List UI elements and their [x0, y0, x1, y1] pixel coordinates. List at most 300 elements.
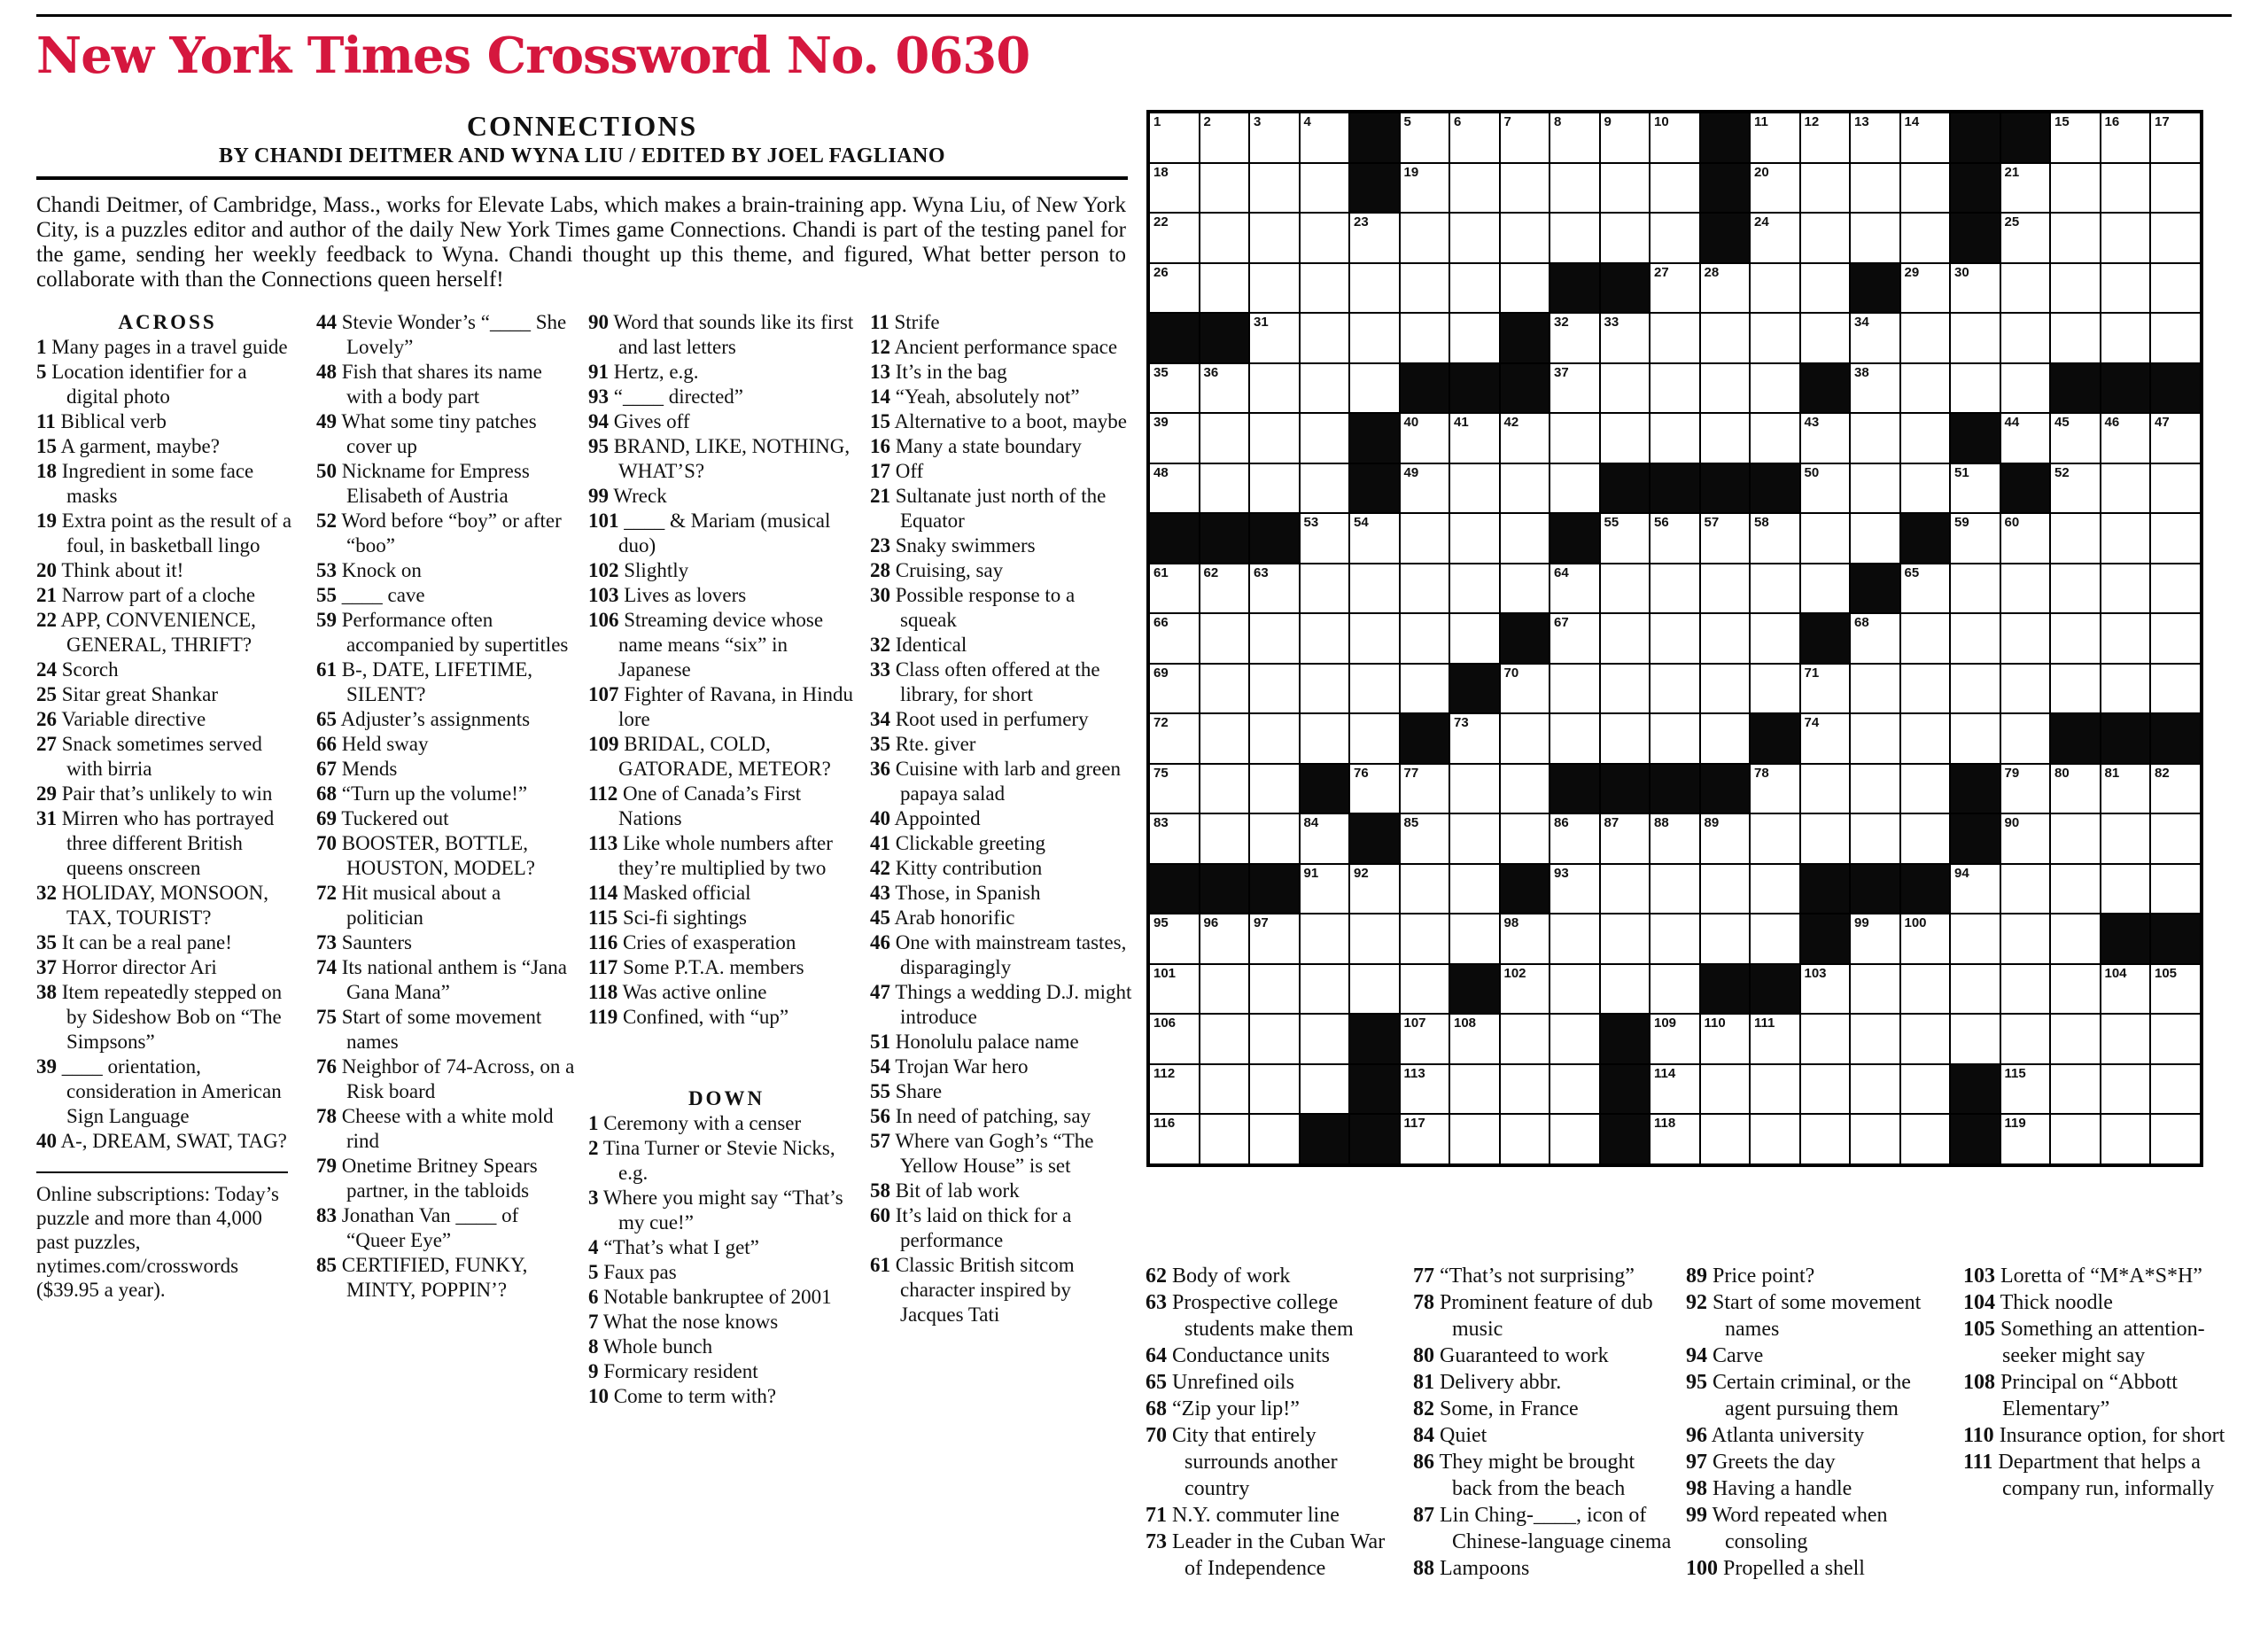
grid-cell[interactable]	[1400, 964, 1450, 1015]
grid-cell[interactable]	[1400, 263, 1450, 314]
grid-cell[interactable]	[1349, 263, 1400, 314]
grid-cell[interactable]	[1550, 964, 1600, 1015]
grid-cell[interactable]	[1600, 513, 1651, 564]
grid-cell[interactable]	[1900, 1014, 1951, 1064]
grid-cell[interactable]	[1449, 113, 1500, 163]
grid-cell[interactable]	[1200, 664, 1250, 714]
grid-cell[interactable]	[1600, 363, 1651, 414]
grid-cell[interactable]	[2050, 463, 2101, 514]
grid-cell[interactable]	[2150, 413, 2201, 463]
grid-cell[interactable]	[1500, 764, 1550, 814]
grid-cell[interactable]	[2101, 463, 2151, 514]
grid-cell[interactable]	[1400, 1064, 1450, 1115]
grid-cell[interactable]	[2050, 613, 2101, 664]
grid-cell[interactable]	[1500, 1114, 1550, 1164]
grid-cell[interactable]	[2050, 813, 2101, 864]
grid-cell[interactable]	[1800, 964, 1851, 1015]
grid-cell[interactable]	[1850, 664, 1900, 714]
grid-cell[interactable]	[1750, 313, 1800, 363]
grid-cell[interactable]	[1650, 1014, 1700, 1064]
grid-cell[interactable]	[1600, 163, 1651, 214]
grid-cell[interactable]	[2150, 1064, 2201, 1115]
grid-cell[interactable]	[1550, 864, 1600, 914]
grid-cell[interactable]	[1900, 463, 1951, 514]
grid-cell[interactable]	[1449, 713, 1500, 764]
grid-cell[interactable]	[1850, 513, 1900, 564]
grid-cell[interactable]	[1600, 313, 1651, 363]
grid-cell[interactable]	[1400, 113, 1450, 163]
grid-cell[interactable]	[1700, 363, 1751, 414]
grid-cell[interactable]	[1400, 613, 1450, 664]
grid-cell[interactable]	[1550, 213, 1600, 263]
grid-cell[interactable]	[1300, 864, 1350, 914]
grid-cell[interactable]	[1600, 813, 1651, 864]
grid-cell[interactable]	[1650, 613, 1700, 664]
grid-cell[interactable]	[1750, 764, 1800, 814]
grid-cell[interactable]	[2101, 664, 2151, 714]
grid-cell[interactable]	[1950, 313, 2000, 363]
grid-cell[interactable]	[1950, 1014, 2000, 1064]
grid-cell[interactable]	[1800, 713, 1851, 764]
grid-cell[interactable]	[1449, 864, 1500, 914]
grid-cell[interactable]	[1149, 1064, 1200, 1115]
grid-cell[interactable]	[2050, 163, 2101, 214]
grid-cell[interactable]	[1650, 213, 1700, 263]
grid-cell[interactable]	[1750, 813, 1800, 864]
grid-cell[interactable]	[1550, 413, 1600, 463]
grid-cell[interactable]	[1300, 163, 1350, 214]
grid-cell[interactable]	[1200, 113, 1250, 163]
grid-cell[interactable]	[1750, 564, 1800, 614]
grid-cell[interactable]	[1800, 163, 1851, 214]
grid-cell[interactable]	[2000, 1064, 2051, 1115]
grid-cell[interactable]	[1249, 813, 1300, 864]
grid-cell[interactable]	[1400, 813, 1450, 864]
grid-cell[interactable]	[1650, 964, 1700, 1015]
grid-cell[interactable]	[1400, 1014, 1450, 1064]
grid-cell[interactable]	[1400, 1114, 1450, 1164]
grid-cell[interactable]	[1200, 163, 1250, 214]
grid-cell[interactable]	[1900, 413, 1951, 463]
grid-cell[interactable]	[1400, 413, 1450, 463]
grid-cell[interactable]	[1300, 313, 1350, 363]
grid-cell[interactable]	[2150, 1114, 2201, 1164]
grid-cell[interactable]	[1800, 664, 1851, 714]
grid-cell[interactable]	[1200, 463, 1250, 514]
grid-cell[interactable]	[1249, 964, 1300, 1015]
grid-cell[interactable]	[1249, 1014, 1300, 1064]
grid-cell[interactable]	[2050, 564, 2101, 614]
grid-cell[interactable]	[2150, 764, 2201, 814]
grid-cell[interactable]	[2000, 713, 2051, 764]
grid-cell[interactable]	[1850, 1014, 1900, 1064]
grid-cell[interactable]	[1200, 764, 1250, 814]
grid-cell[interactable]	[1249, 113, 1300, 163]
grid-cell[interactable]	[1400, 564, 1450, 614]
grid-cell[interactable]	[1249, 213, 1300, 263]
grid-cell[interactable]	[1950, 363, 2000, 414]
grid-cell[interactable]	[1600, 864, 1651, 914]
grid-cell[interactable]	[1850, 413, 1900, 463]
grid-cell[interactable]	[1249, 713, 1300, 764]
grid-cell[interactable]	[1249, 613, 1300, 664]
grid-cell[interactable]	[1149, 664, 1200, 714]
grid-cell[interactable]	[1700, 664, 1751, 714]
grid-cell[interactable]	[1550, 113, 1600, 163]
grid-cell[interactable]	[1550, 713, 1600, 764]
grid-cell[interactable]	[1950, 463, 2000, 514]
grid-cell[interactable]	[1650, 513, 1700, 564]
grid-cell[interactable]	[2050, 1014, 2101, 1064]
grid-cell[interactable]	[2050, 664, 2101, 714]
grid-cell[interactable]	[1200, 1014, 1250, 1064]
grid-cell[interactable]	[2150, 664, 2201, 714]
grid-cell[interactable]	[1400, 864, 1450, 914]
grid-cell[interactable]	[1550, 1114, 1600, 1164]
grid-cell[interactable]	[2150, 1014, 2201, 1064]
grid-cell[interactable]	[2101, 213, 2151, 263]
grid-cell[interactable]	[1800, 813, 1851, 864]
grid-cell[interactable]	[1850, 764, 1900, 814]
grid-cell[interactable]	[1200, 813, 1250, 864]
grid-cell[interactable]	[2050, 864, 2101, 914]
grid-cell[interactable]	[1800, 1014, 1851, 1064]
grid-cell[interactable]	[1300, 914, 1350, 964]
grid-cell[interactable]	[1400, 463, 1450, 514]
grid-cell[interactable]	[1500, 1014, 1550, 1064]
grid-cell[interactable]	[1650, 713, 1700, 764]
grid-cell[interactable]	[2101, 564, 2151, 614]
grid-cell[interactable]	[1500, 413, 1550, 463]
grid-cell[interactable]	[1200, 914, 1250, 964]
grid-cell[interactable]	[1449, 213, 1500, 263]
grid-cell[interactable]	[1249, 1064, 1300, 1115]
grid-cell[interactable]	[2101, 1014, 2151, 1064]
grid-cell[interactable]	[1850, 964, 1900, 1015]
grid-cell[interactable]	[2000, 664, 2051, 714]
grid-cell[interactable]	[1550, 363, 1600, 414]
grid-cell[interactable]	[1700, 864, 1751, 914]
grid-cell[interactable]	[1650, 1114, 1700, 1164]
grid-cell[interactable]	[1300, 213, 1350, 263]
grid-cell[interactable]	[1249, 263, 1300, 314]
grid-cell[interactable]	[1900, 914, 1951, 964]
grid-cell[interactable]	[1550, 163, 1600, 214]
grid-cell[interactable]	[1500, 263, 1550, 314]
grid-cell[interactable]	[1550, 914, 1600, 964]
grid-cell[interactable]	[1700, 413, 1751, 463]
grid-cell[interactable]	[1900, 764, 1951, 814]
grid-cell[interactable]	[2101, 163, 2151, 214]
grid-cell[interactable]	[1700, 263, 1751, 314]
grid-cell[interactable]	[1149, 363, 1200, 414]
grid-cell[interactable]	[1550, 664, 1600, 714]
grid-cell[interactable]	[2050, 1064, 2101, 1115]
grid-cell[interactable]	[2000, 213, 2051, 263]
grid-cell[interactable]	[2150, 964, 2201, 1015]
grid-cell[interactable]	[1900, 664, 1951, 714]
grid-cell[interactable]	[2000, 764, 2051, 814]
grid-cell[interactable]	[1850, 813, 1900, 864]
grid-cell[interactable]	[1900, 113, 1951, 163]
grid-cell[interactable]	[1850, 713, 1900, 764]
grid-cell[interactable]	[1249, 463, 1300, 514]
grid-cell[interactable]	[1600, 964, 1651, 1015]
grid-cell[interactable]	[1950, 914, 2000, 964]
grid-cell[interactable]	[1249, 914, 1300, 964]
grid-cell[interactable]	[2101, 613, 2151, 664]
grid-cell[interactable]	[1249, 163, 1300, 214]
grid-cell[interactable]	[2050, 764, 2101, 814]
grid-cell[interactable]	[1900, 1114, 1951, 1164]
grid-cell[interactable]	[1650, 163, 1700, 214]
grid-cell[interactable]	[1750, 363, 1800, 414]
grid-cell[interactable]	[1400, 163, 1450, 214]
grid-cell[interactable]	[1850, 213, 1900, 263]
grid-cell[interactable]	[1850, 463, 1900, 514]
grid-cell[interactable]	[1449, 764, 1500, 814]
grid-cell[interactable]	[1200, 1064, 1250, 1115]
grid-cell[interactable]	[1950, 864, 2000, 914]
grid-cell[interactable]	[1200, 363, 1250, 414]
grid-cell[interactable]	[1149, 113, 1200, 163]
grid-cell[interactable]	[1300, 413, 1350, 463]
grid-cell[interactable]	[1750, 163, 1800, 214]
grid-cell[interactable]	[1550, 463, 1600, 514]
grid-cell[interactable]	[1249, 764, 1300, 814]
grid-cell[interactable]	[1349, 713, 1400, 764]
grid-cell[interactable]	[1400, 764, 1450, 814]
grid-cell[interactable]	[1300, 664, 1350, 714]
grid-cell[interactable]	[1449, 513, 1500, 564]
grid-cell[interactable]	[1850, 1064, 1900, 1115]
grid-cell[interactable]	[1249, 413, 1300, 463]
grid-cell[interactable]	[1149, 713, 1200, 764]
grid-cell[interactable]	[1249, 664, 1300, 714]
grid-cell[interactable]	[2150, 813, 2201, 864]
grid-cell[interactable]	[1200, 1114, 1250, 1164]
grid-cell[interactable]	[2050, 263, 2101, 314]
grid-cell[interactable]	[1600, 613, 1651, 664]
grid-cell[interactable]	[2000, 914, 2051, 964]
grid-cell[interactable]	[1700, 513, 1751, 564]
grid-cell[interactable]	[1850, 1114, 1900, 1164]
grid-cell[interactable]	[1800, 1064, 1851, 1115]
grid-cell[interactable]	[1600, 413, 1651, 463]
grid-cell[interactable]	[1349, 513, 1400, 564]
grid-cell[interactable]	[1149, 564, 1200, 614]
grid-cell[interactable]	[2101, 964, 2151, 1015]
grid-cell[interactable]	[1349, 363, 1400, 414]
grid-cell[interactable]	[1249, 363, 1300, 414]
grid-cell[interactable]	[2000, 413, 2051, 463]
grid-cell[interactable]	[1550, 613, 1600, 664]
grid-cell[interactable]	[2050, 513, 2101, 564]
grid-cell[interactable]	[1900, 613, 1951, 664]
grid-cell[interactable]	[2000, 513, 2051, 564]
grid-cell[interactable]	[1750, 664, 1800, 714]
grid-cell[interactable]	[1950, 564, 2000, 614]
grid-cell[interactable]	[1500, 564, 1550, 614]
grid-cell[interactable]	[1349, 664, 1400, 714]
grid-cell[interactable]	[1900, 564, 1951, 614]
grid-cell[interactable]	[1149, 764, 1200, 814]
grid-cell[interactable]	[2050, 113, 2101, 163]
grid-cell[interactable]	[1750, 213, 1800, 263]
grid-cell[interactable]	[1500, 813, 1550, 864]
grid-cell[interactable]	[1149, 263, 1200, 314]
grid-cell[interactable]	[1200, 713, 1250, 764]
grid-cell[interactable]	[1800, 413, 1851, 463]
grid-cell[interactable]	[2000, 864, 2051, 914]
grid-cell[interactable]	[1449, 263, 1500, 314]
grid-cell[interactable]	[1349, 564, 1400, 614]
grid-cell[interactable]	[1550, 1014, 1600, 1064]
grid-cell[interactable]	[1750, 864, 1800, 914]
grid-cell[interactable]	[1700, 1064, 1751, 1115]
grid-cell[interactable]	[1149, 813, 1200, 864]
grid-cell[interactable]	[1700, 313, 1751, 363]
grid-cell[interactable]	[1500, 914, 1550, 964]
grid-cell[interactable]	[1900, 213, 1951, 263]
grid-cell[interactable]	[1449, 313, 1500, 363]
grid-cell[interactable]	[1700, 564, 1751, 614]
grid-cell[interactable]	[1149, 914, 1200, 964]
grid-cell[interactable]	[1800, 463, 1851, 514]
grid-cell[interactable]	[1750, 1114, 1800, 1164]
grid-cell[interactable]	[2101, 113, 2151, 163]
grid-cell[interactable]	[1500, 713, 1550, 764]
grid-cell[interactable]	[1850, 613, 1900, 664]
grid-cell[interactable]	[2050, 964, 2101, 1015]
grid-cell[interactable]	[1300, 113, 1350, 163]
grid-cell[interactable]	[1800, 213, 1851, 263]
grid-cell[interactable]	[1750, 613, 1800, 664]
grid-cell[interactable]	[1500, 163, 1550, 214]
grid-cell[interactable]	[1850, 914, 1900, 964]
grid-cell[interactable]	[2000, 163, 2051, 214]
grid-cell[interactable]	[2000, 313, 2051, 363]
grid-cell[interactable]	[1249, 1114, 1300, 1164]
grid-cell[interactable]	[1300, 363, 1350, 414]
grid-cell[interactable]	[1500, 463, 1550, 514]
grid-cell[interactable]	[1600, 213, 1651, 263]
grid-cell[interactable]	[1449, 163, 1500, 214]
grid-cell[interactable]	[1500, 213, 1550, 263]
grid-cell[interactable]	[1600, 113, 1651, 163]
grid-cell[interactable]	[1750, 113, 1800, 163]
grid-cell[interactable]	[1800, 764, 1851, 814]
grid-cell[interactable]	[1500, 1064, 1550, 1115]
grid-cell[interactable]	[1149, 163, 1200, 214]
grid-cell[interactable]	[2101, 764, 2151, 814]
grid-cell[interactable]	[1950, 263, 2000, 314]
grid-cell[interactable]	[1449, 413, 1500, 463]
grid-cell[interactable]	[2101, 813, 2151, 864]
grid-cell[interactable]	[1650, 113, 1700, 163]
grid-cell[interactable]	[2000, 564, 2051, 614]
grid-cell[interactable]	[2150, 564, 2201, 614]
grid-cell[interactable]	[1750, 1014, 1800, 1064]
grid-cell[interactable]	[1650, 313, 1700, 363]
grid-cell[interactable]	[1700, 613, 1751, 664]
grid-cell[interactable]	[1750, 1064, 1800, 1115]
grid-cell[interactable]	[1149, 1114, 1200, 1164]
grid-cell[interactable]	[1200, 213, 1250, 263]
grid-cell[interactable]	[2150, 463, 2201, 514]
grid-cell[interactable]	[1300, 713, 1350, 764]
grid-cell[interactable]	[1300, 1064, 1350, 1115]
grid-cell[interactable]	[1800, 113, 1851, 163]
grid-cell[interactable]	[1900, 163, 1951, 214]
grid-cell[interactable]	[1900, 713, 1951, 764]
grid-cell[interactable]	[1149, 463, 1200, 514]
grid-cell[interactable]	[1900, 813, 1951, 864]
grid-cell[interactable]	[1249, 313, 1300, 363]
grid-cell[interactable]	[1349, 864, 1400, 914]
grid-cell[interactable]	[1449, 463, 1500, 514]
grid-cell[interactable]	[1900, 313, 1951, 363]
grid-cell[interactable]	[1700, 914, 1751, 964]
grid-cell[interactable]	[2050, 914, 2101, 964]
grid-cell[interactable]	[1750, 263, 1800, 314]
grid-cell[interactable]	[1750, 914, 1800, 964]
grid-cell[interactable]	[1700, 1114, 1751, 1164]
grid-cell[interactable]	[1900, 1064, 1951, 1115]
grid-cell[interactable]	[1650, 914, 1700, 964]
grid-cell[interactable]	[1850, 163, 1900, 214]
grid-cell[interactable]	[1600, 713, 1651, 764]
grid-cell[interactable]	[1200, 263, 1250, 314]
grid-cell[interactable]	[1449, 1114, 1500, 1164]
grid-cell[interactable]	[2150, 163, 2201, 214]
grid-cell[interactable]	[2101, 513, 2151, 564]
grid-cell[interactable]	[1800, 313, 1851, 363]
grid-cell[interactable]	[1950, 664, 2000, 714]
grid-cell[interactable]	[1600, 914, 1651, 964]
grid-cell[interactable]	[1900, 964, 1951, 1015]
grid-cell[interactable]	[2150, 513, 2201, 564]
grid-cell[interactable]	[1349, 964, 1400, 1015]
grid-cell[interactable]	[1950, 964, 2000, 1015]
grid-cell[interactable]	[1800, 513, 1851, 564]
grid-cell[interactable]	[1400, 513, 1450, 564]
grid-cell[interactable]	[1400, 664, 1450, 714]
grid-cell[interactable]	[1650, 363, 1700, 414]
grid-cell[interactable]	[1449, 914, 1500, 964]
grid-cell[interactable]	[1550, 564, 1600, 614]
grid-cell[interactable]	[1850, 113, 1900, 163]
grid-cell[interactable]	[1449, 1064, 1500, 1115]
grid-cell[interactable]	[1200, 613, 1250, 664]
grid-cell[interactable]	[1349, 764, 1400, 814]
grid-cell[interactable]	[1149, 213, 1200, 263]
grid-cell[interactable]	[1650, 813, 1700, 864]
grid-cell[interactable]	[1149, 964, 1200, 1015]
grid-cell[interactable]	[1349, 914, 1400, 964]
grid-cell[interactable]	[1550, 1064, 1600, 1115]
grid-cell[interactable]	[2150, 213, 2201, 263]
grid-cell[interactable]	[1300, 813, 1350, 864]
grid-cell[interactable]	[1300, 1014, 1350, 1064]
grid-cell[interactable]	[1349, 613, 1400, 664]
grid-cell[interactable]	[2050, 213, 2101, 263]
grid-cell[interactable]	[2150, 113, 2201, 163]
grid-cell[interactable]	[1650, 664, 1700, 714]
grid-cell[interactable]	[1249, 564, 1300, 614]
grid-cell[interactable]	[2000, 263, 2051, 314]
grid-cell[interactable]	[2000, 964, 2051, 1015]
